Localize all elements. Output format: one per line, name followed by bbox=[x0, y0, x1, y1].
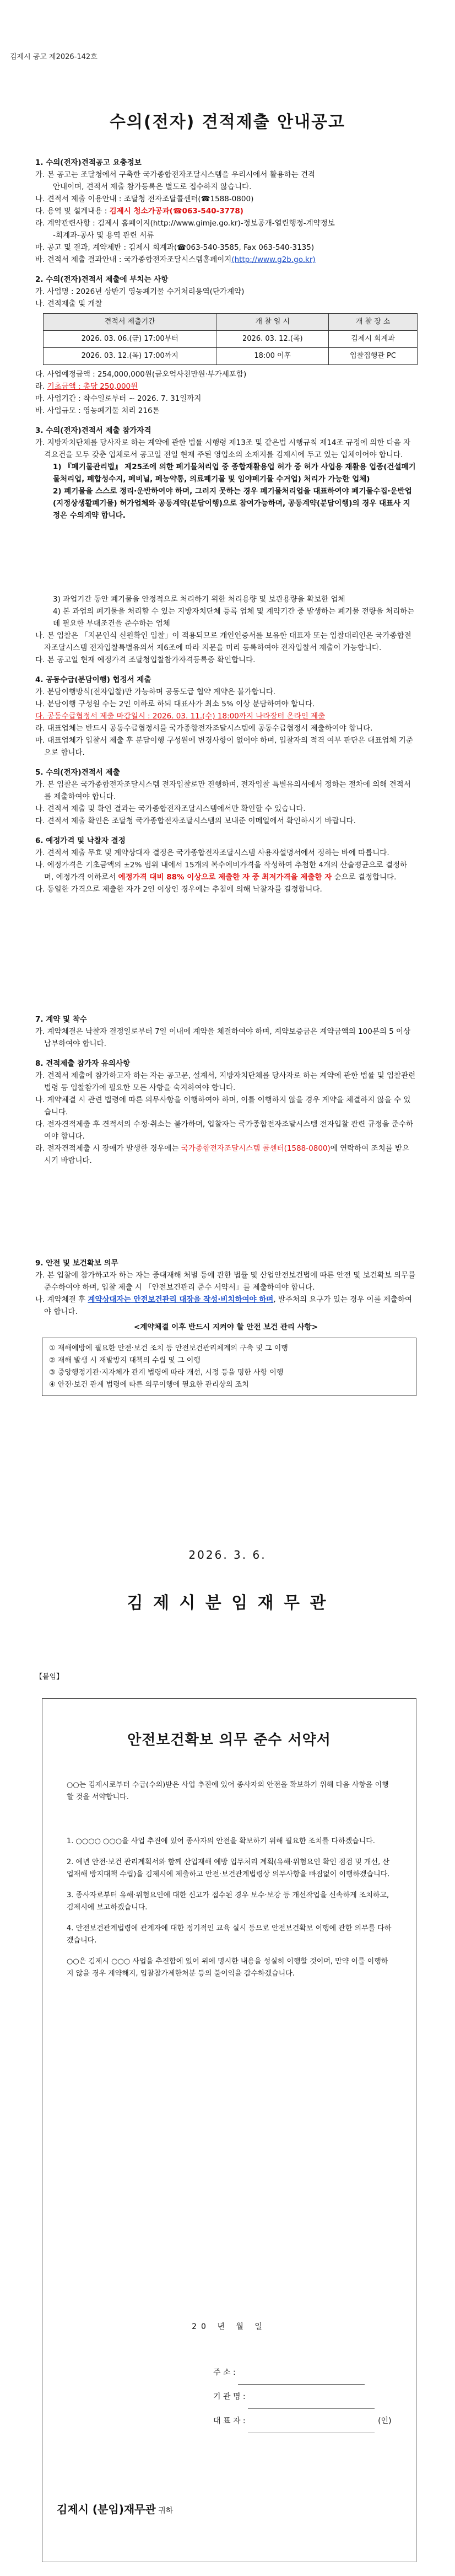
sign-field bbox=[238, 2373, 365, 2385]
pledge-item: 2. 예년 안전·보건 관리계획서와 함께 산업재해 예방 업무처리 계획(유해·위험요인 확인 점검 및 개선, 산업재해 방지대책 수립)을 김제시에 제출하고 안전·보건관계법령상 의무사항을 빠짐없이 이행하겠습니다. bbox=[67, 1858, 390, 1879]
sign-row-rep bbox=[213, 2409, 392, 2433]
pledge-item: 3. 종사자로부터 유해·위험요인에 대한 신고가 접수된 경우 보수·보강 등 개선작업을 신속하게 조치하고, 김제시에 보고하겠습니다. bbox=[67, 1891, 389, 1912]
sign-row-org bbox=[213, 2385, 392, 2409]
s8-d-post: 에 연락하여 조치를 받으시기 바랍니다. bbox=[44, 1144, 410, 1165]
pledge-items bbox=[67, 1836, 392, 1989]
schedule-cell: 2026. 03. 12.(목) 17:00까지 bbox=[44, 348, 216, 365]
safety-item: ① 재해예방에 필요한 안전·보건 조치 등 안전보건관리체계의 구축 및 그 이행 bbox=[49, 1344, 288, 1353]
s1-f-label: 바. 견적서 제출 결과안내 : 국가종합전자조달시스템홈페이지 bbox=[35, 255, 232, 264]
section-7-heading: 7. 계약 및 착수 bbox=[35, 1015, 87, 1024]
safety-item: ② 재해 발생 시 재발방지 대책의 수립 및 그 이행 bbox=[49, 1356, 201, 1365]
s4-d: 라. 대표업체는 반드시 공동수급협정서를 국가종합전자조달시스템에 공동수급협정서 제출하여야 합니다. bbox=[35, 724, 373, 733]
pledge-date: 20 년 월 일 bbox=[192, 2322, 267, 2331]
sign-row-address bbox=[213, 2360, 392, 2385]
s9-b bbox=[35, 1294, 416, 1318]
s8-c: 다. 전자견적제출 후 견적서의 수정·취소는 불가하며, 입찰자는 국가종합전자조달시스템 전자입찰 관련 규정을 준수하여야 합니다. bbox=[35, 1120, 414, 1141]
s6-b-post: 순으로 결정합니다. bbox=[332, 873, 397, 882]
s3-p1: 가. 지방자치단체를 당사자로 하는 계약에 관한 법률 시행령 제13조 및 같은법 시행규칙 제14조 규정에 의한 다음 자격요건을 모두 갖춘 업체로서 공고일 전일 현재 주된 영업소의 소재지를 김제시에 두고 있는 업체이어야 합니다. bbox=[35, 438, 411, 459]
base-amount: 기초금액 : 총당 250,000원 bbox=[47, 382, 138, 391]
sign-field bbox=[248, 2422, 375, 2433]
s2-d-label: 라. bbox=[35, 382, 47, 391]
addressee-suffix: 귀하 bbox=[155, 2507, 174, 2515]
schedule-cell: 입찰집행관 PC bbox=[329, 348, 418, 365]
section-3-heading: 3. 수의(전자)견적서 제출 참가자격 bbox=[35, 426, 151, 435]
s8-d bbox=[35, 1142, 416, 1167]
s1-d2: -회계과-공사 및 용역 관련 서류 bbox=[53, 231, 154, 240]
s1-c bbox=[35, 205, 416, 217]
s1-f bbox=[35, 254, 416, 266]
s2-d bbox=[35, 380, 416, 393]
pledge-form bbox=[42, 1698, 416, 2562]
safety-item: ④ 안전·보건 관계 법령에 따른 의무이행에 필요한 관리상의 조치 bbox=[49, 1381, 249, 1389]
schedule-cell: 김제시 회계과 bbox=[329, 331, 418, 348]
s2-e: 마. 사업기간 : 착수일로부터 ~ 2026. 7. 31일까지 bbox=[35, 394, 202, 403]
sign-label: 기 관 명 : bbox=[213, 2392, 246, 2401]
s8-d-pre: 라. 전자견적제출 시 장애가 발생한 경우에는 bbox=[35, 1144, 181, 1153]
section-2-heading: 2. 수의(전자)견적서 제출에 부치는 사항 bbox=[35, 275, 169, 284]
s9-a: 가. 본 입찰에 참가하고자 하는 자는 중대재해 처벌 등에 관한 법률 및 산업안전보건법에 따른 안전 및 보건확보 의무를 준수하여야 하며, 입찰 제출 시 「안전보건관리 준수 서약서」를 제출하여야 합니다. bbox=[35, 1271, 416, 1292]
s3-p4: 3) 과업기간 동안 폐기물을 안정적으로 처리하기 위한 처리용량 및 보관용량을 확보한 업체 bbox=[53, 595, 345, 604]
s3-p3: 2) 폐기물을 스스로 정리·운반하여야 하며, 그러지 못하는 경우 폐기물처리업을 대표하여야 폐기물수집·운반업(지정상생활폐기물) 허가업체와 공동계약(분담이행)으로 참여가능하며, 공동계약(분담이행)의 경우 대표사 지정은 수의계약 합니다. bbox=[53, 487, 412, 520]
s8-b: 나. 계약체결 시 관련 법령에 따른 의무사항을 이행하여야 하며, 이를 이행하지 않을 경우 계약을 체결하지 않을 수 있습니다. bbox=[35, 1096, 411, 1117]
section-1-heading: 1. 수의(전자)견적공고 요충정보 bbox=[35, 158, 142, 167]
schedule-cell: 18:00 이후 bbox=[216, 348, 329, 365]
pledge-item: 4. 안전보건관계법령에 관계자에 대한 정기적인 교육 실시 등으로 안전보건확보 이행에 관한 의무를 다하겠습니다. bbox=[67, 1924, 392, 1945]
sign-label: 주 소 : bbox=[213, 2368, 236, 2377]
pledge-signature-block bbox=[213, 2360, 392, 2433]
safety-box bbox=[42, 1338, 416, 1396]
pledge-title: 안전보건확보 의무 준수 서약서 bbox=[127, 1732, 331, 1748]
s1-a2: 안내이며, 견적서 제출 참가등록은 별도로 접수하지 않습니다. bbox=[53, 183, 252, 191]
s4-a: 가. 분담이행방식(전자입찰)만 가능하며 공동도급 협약 계약은 불가합니다. bbox=[35, 688, 276, 696]
s1-b: 나. 견적서 제출 이용안내 : 조달청 전자조달콜센터(☎1588-0800) bbox=[35, 195, 254, 203]
s9-b-red: 계약상대자는 안전보건관리 대장을 작성·비치하여야 하며 bbox=[88, 1295, 274, 1304]
s5-b: 나. 견적서 제출 및 확인 결과는 국가종합전자조달시스템에서만 확인할 수 있습니다. bbox=[35, 804, 306, 813]
schedule-header-row bbox=[44, 314, 418, 331]
pledge-intro: ○○는 김제시로부터 수급(수의)받은 사업 추진에 있어 종사자의 안전을 확보하기 위해 다음 사항을 이행할 것을 서약합니다. bbox=[67, 1781, 389, 1801]
schedule-table bbox=[43, 313, 418, 365]
s3-p5: 4) 본 과업의 폐기물을 처리할 수 있는 지방자치단체 등록 업체 및 계약기간 중 발생하는 폐기물 전량을 처리하는데 필요한 부대조건을 준수하는 업체 bbox=[53, 607, 415, 628]
blank-area bbox=[35, 522, 416, 593]
s1-a: 가. 본 공고는 조달청에서 구축한 국가종합전자조달시스템을 우리시에서 활용하는 견적 bbox=[35, 170, 316, 179]
schedule-header: 개 찰 일 시 bbox=[216, 314, 329, 331]
s4-b: 나. 분담이행 구성원 수는 2인 이하로 하되 대표사가 최소 5% 이상 분담하여야 합니다. bbox=[35, 700, 315, 709]
notice-body bbox=[35, 149, 416, 1400]
pledge-item: ○○은 김제시 ○○○ 사업을 추진함에 있어 위에 명시한 내용을 성실히 이행할 것이며, 만약 이를 이행하지 않을 경우 계약해지, 입찰참가제한처분 등의 불이익을 감수하겠습니다. bbox=[67, 1957, 388, 1978]
s6-b bbox=[35, 859, 416, 883]
s3-na: 나. 본 입찰은 「지문인식 신원확인 입찰」이 적용되므로 개인인증서를 보유한 대표자 또는 입찰대리인은 국가종합전자조달시스템 전자입찰특별유의서 제6조에 따라 지문을 미리 등록하여야 전자입찰서 제출이 가능합니다. bbox=[35, 631, 411, 652]
s6-a: 가. 견적서 제출 무효 및 계약상대자 결정은 국가종합전자조달시스템 사용자설명서에서 정하는 바에 따릅니다. bbox=[35, 849, 389, 857]
g2b-link[interactable]: (http://www.g2b.go.kr) bbox=[231, 255, 316, 264]
sign-field bbox=[248, 2397, 375, 2409]
section-9-heading: 9. 안전 및 보건확보 의무 bbox=[35, 1259, 118, 1268]
pledge-item: 1. ○○○○ ○○○을 사업 추진에 있어 종사자의 안전을 확보하기 위해 필요한 조치를 다하겠습니다. bbox=[67, 1837, 375, 1845]
sign-label: 대 표 자 : bbox=[213, 2417, 246, 2425]
s2-a: 가. 사업명 : 2026년 상반기 영농폐기물 수거처리용역(단가계약) bbox=[35, 287, 245, 296]
schedule-row bbox=[44, 348, 418, 365]
schedule-row bbox=[44, 331, 418, 348]
s9-b-pre: 나. 계약체결 후 bbox=[35, 1295, 88, 1304]
s4-c: 다. 공동수급협정서 제출 마감일시 : 2026. 03. 11.(수) 18:00까지 나라장터 온라인 제출 bbox=[35, 712, 326, 721]
schedule-cell: 2026. 03. 12.(목) bbox=[216, 331, 329, 348]
attachment-label: 【붙임】 bbox=[35, 1673, 64, 1681]
s2-c: 다. 사업예정금액 : 254,000,000원(금오억사천만원·부가세포함) bbox=[35, 370, 247, 379]
s3-da: 다. 본 공고일 현재 예정가격 조달청입찰참가자격등록증 확인합니다. bbox=[35, 656, 256, 664]
s7-a: 가. 계약체결은 낙찰자 결정일로부터 7일 이내에 계약을 체결하여야 하며, 계약보증금은 계약금액의 100분의 5 이상 납부하여야 합니다. bbox=[35, 1027, 411, 1048]
addressee-name: 김제시 (분임)재무관 bbox=[57, 2503, 156, 2516]
s1-d: 라. 계약관련사항 : 김제시 홈페이지(http://www.gimje.go.kr)-정보공개-열린행정-계약정보 bbox=[35, 219, 335, 228]
page-title: 수의(전자) 견적제출 안내공고 bbox=[109, 112, 346, 132]
s1-c-value: 김제시 청소가공과(☎063-540-3778) bbox=[109, 207, 243, 216]
s5-c: 다. 견적서 제출 확인은 조달청 국가종합전자조달시스템의 보내준 이메일에서 확인하시기 바랍니다. bbox=[35, 817, 356, 825]
section-6-heading: 6. 예정가격 및 낙찰자 결정 bbox=[35, 836, 126, 845]
pledge-addressee bbox=[57, 2500, 173, 2516]
s2-f: 바. 사업규모 : 영농폐기물 처리 216톤 bbox=[35, 406, 160, 415]
section-5-heading: 5. 수의(전자)견적서 제출 bbox=[35, 768, 120, 777]
seal-mark: (인) bbox=[378, 2417, 392, 2425]
s5-a: 가. 본 입찰은 국가종합전자조달시스템 전자입찰로만 진행하며, 전자입찰 특별유의서에서 정하는 절차에 의해 견적서를 제출하여야 합니다. bbox=[35, 780, 411, 801]
s4-e: 마. 대표업체가 입찰서 제출 후 분담이행 구성원에 변경사항이 없어야 하며, 입찰자의 적격 여부 판단은 대표업체 기준으로 합니다. bbox=[35, 736, 413, 757]
blank-area bbox=[35, 895, 416, 1006]
safety-box-title: <계약체결 이후 반드시 지켜야 할 안전 보건 관리 사항> bbox=[133, 1323, 318, 1332]
section-4-heading: 4. 공동수급(분담이행) 협정서 제출 bbox=[35, 675, 151, 684]
s6-c: 다. 동일한 가격으로 제출한 자가 2인 이상인 경우에는 추첨에 의해 낙찰자를 결정합니다. bbox=[35, 885, 322, 894]
issuing-agency: 김 제 시 분 임 재 무 관 bbox=[127, 1593, 328, 1613]
schedule-header: 개 찰 장 소 bbox=[329, 314, 418, 331]
s1-c-label: 다. 용역 및 설계내용 : bbox=[35, 207, 110, 216]
safety-item: ③ 중앙행정기관·지자체가 관계 법령에 따라 개선, 시정 등을 명한 사항 이행 bbox=[49, 1368, 284, 1377]
s1-e: 마. 공고 및 결과, 계약제반 : 김제시 회계과(☎063-540-3585, Fax 063-540-3135) bbox=[35, 243, 315, 252]
s6-b-red: 예정가격 대비 88% 이상으로 제출한 자 중 최저가격을 제출한 자 bbox=[118, 873, 332, 882]
s8-d-red: 국가종합전자조달시스템 콜센터(1588-0800) bbox=[181, 1144, 331, 1153]
blank-area bbox=[35, 1167, 416, 1249]
s8-a: 가. 견적서 제출에 참가하고자 하는 자는 공고문, 설계서, 지방자치단체를 당사자로 하는 계약에 관한 법률 및 입찰관련법령 등 입찰참가에 필요한 모든 사항을 숙지하여야 합니다. bbox=[35, 1071, 416, 1092]
document-number: 김제시 공고 제2026-142호 bbox=[10, 53, 98, 61]
s6-b-pre: 나. 예정가격은 기초금액의 ±2% 범위 내에서 15개의 복수예비가격을 작성하여 추첨한 4개의 산술평균으로 결정하며, 예정가격 이하로서 bbox=[35, 861, 408, 882]
schedule-header: 견적서 제출기간 bbox=[44, 314, 216, 331]
s2-b: 나. 견적제출 및 개찰 bbox=[35, 299, 102, 308]
s9-b-post: , 발주처의 요구가 있는 경우 이를 제출하여야 합니다. bbox=[44, 1295, 413, 1316]
s3-p2: 1) 『폐기물관리법』 제25조에 의한 폐기물처리업 중 종합재활용업 허가 중 허가 사업용 재활용 업종(건설폐기물처리업, 폐합성수지, 폐비닐, 폐농약통, 의료폐기물 및 임야폐기물 수거업) 처리가 가능한 업체) bbox=[53, 463, 416, 484]
notice-date: 2026. 3. 6. bbox=[188, 1548, 267, 1561]
section-8-heading: 8. 견적제출 참가자 유의사항 bbox=[35, 1059, 131, 1068]
schedule-cell: 2026. 03. 06.(금) 17:00부터 bbox=[44, 331, 216, 348]
